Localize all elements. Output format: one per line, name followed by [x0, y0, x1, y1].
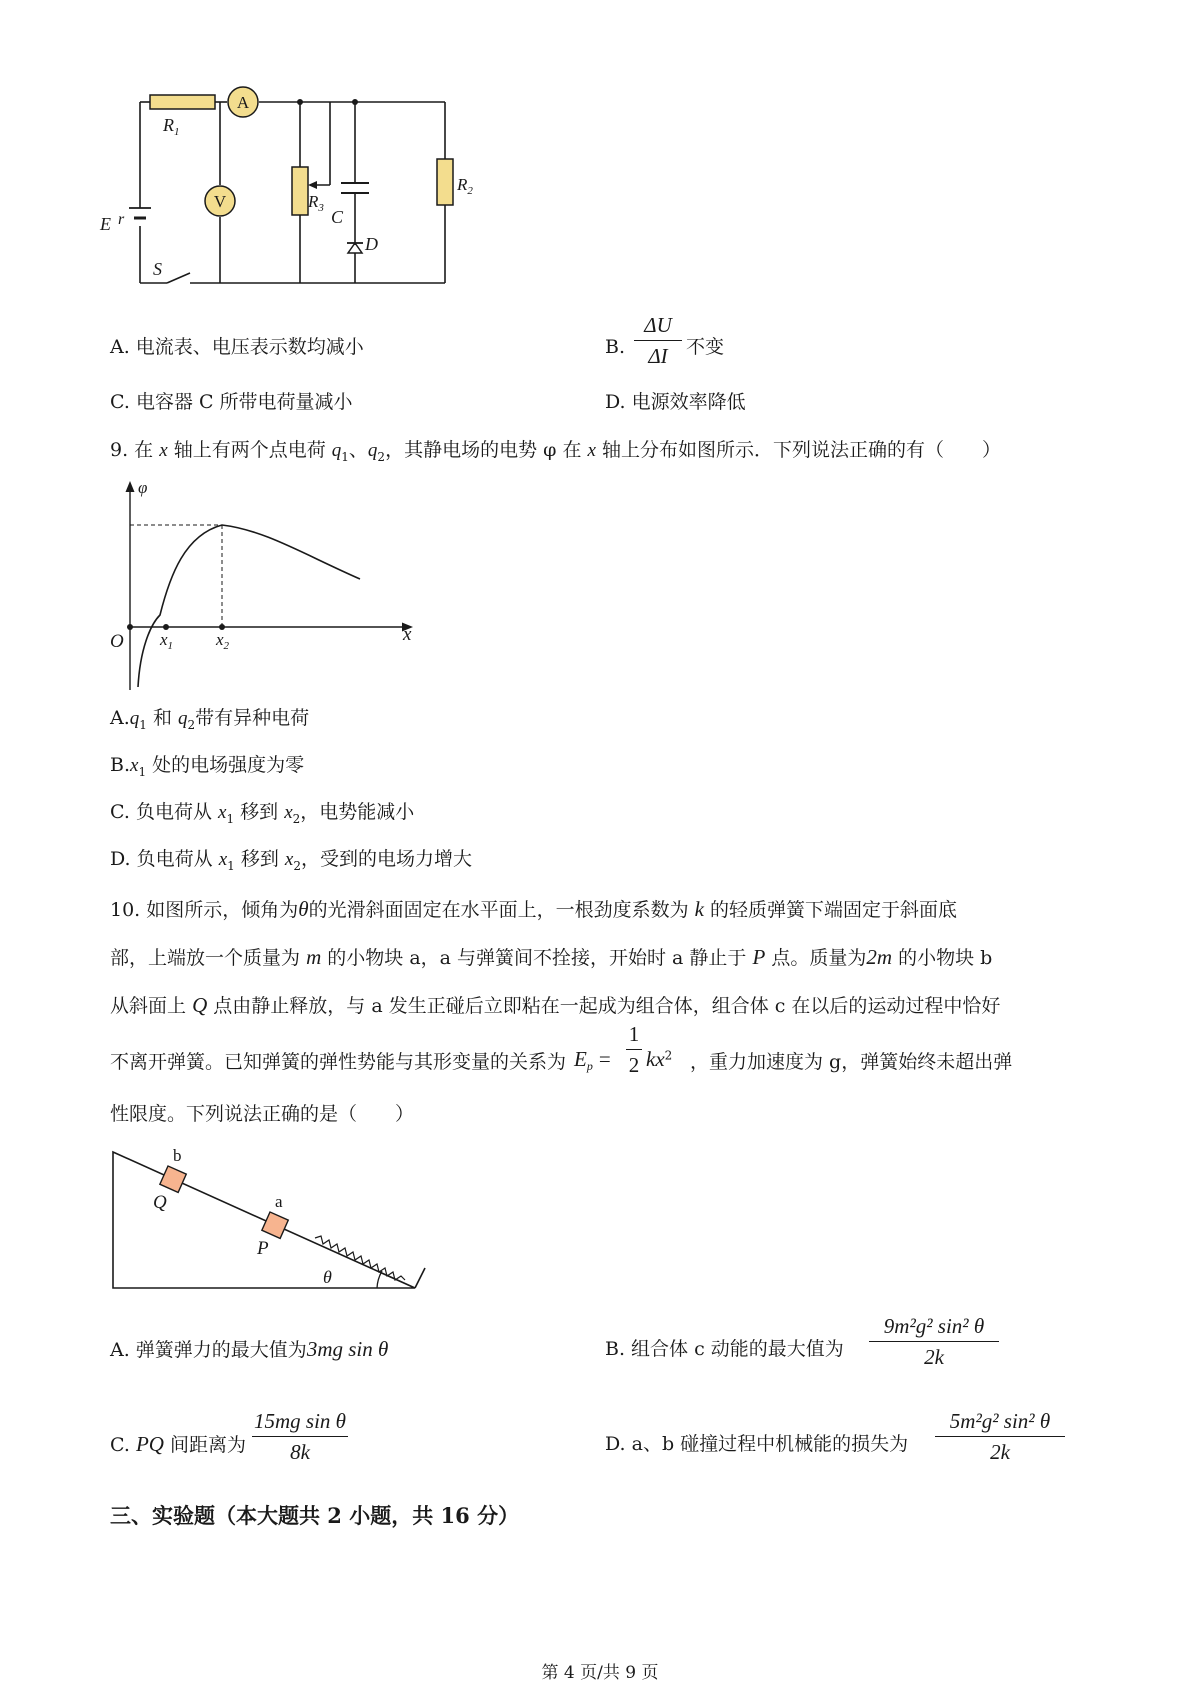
label-theta: θ — [323, 1267, 332, 1287]
svg-text:R3: $R_3$ — [308, 192, 324, 214]
potential-graph — [100, 475, 430, 695]
q10-option-c-fraction: 15mg sin θ 8k — [254, 1409, 346, 1464]
q10-option-d-fraction: 5m²g² sin² θ 2k — [935, 1407, 1065, 1466]
x1-label: x — [160, 630, 168, 649]
r3-label: R — [308, 192, 319, 211]
svg-text:R2: $R_2$ — [457, 175, 473, 197]
q8-option-d: D. 电源效率降低 — [605, 391, 746, 413]
q8-option-c: C. 电容器 C 所带电荷量减小 — [110, 391, 353, 413]
y-axis-arrow-icon — [126, 481, 135, 492]
q10-option-b-prefix: B. 组合体 c 动能的最大值为 — [605, 1338, 844, 1360]
ammeter-label: A — [236, 93, 250, 112]
q10-energy-formula-right: $kx^2$ — [646, 1047, 673, 1071]
page-footer: 第 4 页/共 9 页 — [541, 1663, 659, 1683]
q10-option-c-prefix: C. PQ 间距离为 — [110, 1432, 247, 1456]
label-q: Q — [153, 1192, 167, 1213]
x-axis-label: x — [403, 624, 412, 645]
q10-energy-formula-left: $E_p$ = — [574, 1047, 611, 1074]
q8-b-denominator: ΔI — [648, 344, 668, 368]
emf-label: E — [100, 214, 111, 234]
q9-option-a: $A.q_1$ 和 $q_2$带有异种电荷 — [110, 707, 310, 732]
svg-text:R1: $R_1$ — [163, 115, 180, 138]
q9-stem: 9. 在 x 轴上有两个点电荷 $q_1$、$q_2$，其静电场的电势 φ 在 x 轴上分布如图所示．下列说法正确的有（ ） — [110, 439, 1001, 464]
q10-line-5: 性限度。下列说法正确的是（ ） — [110, 1103, 415, 1125]
q9-option-b: $B.x_1$ 处的电场强度为零 — [110, 754, 305, 779]
q8-option-b-suffix: 不变 — [686, 336, 725, 358]
r1-label: R — [163, 115, 174, 135]
q10-option-a: A. 弹簧弹力的最大值为3mg sin θ — [110, 1337, 389, 1361]
q8-option-a: A. 电流表、电压表示数均减小 — [110, 336, 364, 358]
incline-plane — [113, 1152, 415, 1288]
q8-option-b-prefix: B. — [605, 336, 626, 358]
phi-axis-label: φ — [138, 478, 148, 497]
potential-curve — [138, 525, 360, 687]
voltmeter-label: V — [213, 192, 227, 211]
diode-label: D — [365, 234, 378, 254]
q9-option-d: D. 负电荷从 $x_1$ 移到 $x_2$，受到的电场力增大 — [110, 848, 472, 873]
q10-line-1: 10. 如图所示，倾角为θ的光滑斜面固定在水平面上，一根劲度系数为 k 的轻质弹簧下端固定于斜面底 — [110, 897, 958, 921]
q8-option-b-fraction — [634, 311, 682, 370]
q10-line-2: 部，上端放一个质量为 m 的小物块 a，a 与弹簧间不拴接，开始时 a 静止于 P 点。质量为2m 的小物块 b — [110, 945, 993, 969]
q9-option-c: C. 负电荷从 $x_1$ 移到 $x_2$，电势能减小 — [110, 801, 415, 826]
switch-label: S — [153, 259, 162, 279]
internal-resistance-label: r — [118, 211, 125, 228]
q10-option-b-fraction: 9m²g² sin² θ 2k — [869, 1312, 999, 1371]
capacitor-label: C — [331, 207, 344, 227]
label-p: P — [257, 1238, 269, 1259]
incline-diagram — [105, 1140, 435, 1300]
q10-half-fraction: 1 2 — [626, 1020, 642, 1079]
svg-text:x1: $x_1$ — [160, 630, 174, 652]
circuit-diagram — [95, 85, 475, 310]
x2-label: x — [216, 630, 224, 649]
slider-arrow-icon — [308, 181, 317, 189]
rheostat-r3 — [292, 167, 308, 215]
q10-line-4: 不离开弹簧。已知弹簧的弹性势能与其形变量的关系为 — [110, 1051, 567, 1073]
origin-label: O — [110, 631, 124, 652]
resistor-r2 — [437, 159, 453, 205]
q10-line-3: 从斜面上 Q 点由静止释放，与 a 发生正碰后立即粘在一起成为组合体，组合体 c 在以后的运动过程中恰好 — [110, 993, 1001, 1017]
r2-label: R — [457, 175, 468, 194]
q10-option-d-prefix: D. a、b 碰撞过程中机械能的损失为 — [605, 1433, 909, 1455]
section-3-title: 三、实验题（本大题共 2 小题，共 16 分） — [110, 1503, 520, 1528]
label-b: b — [173, 1146, 182, 1165]
label-a: a — [275, 1192, 283, 1211]
svg-text:x2: $x_2$ — [216, 630, 230, 652]
q10-line-4b: ，重力加速度为 g，弹簧始终未超出弹 — [690, 1051, 1013, 1073]
q8-b-numerator: ΔU — [644, 313, 672, 337]
resistor-r1 — [150, 95, 215, 109]
